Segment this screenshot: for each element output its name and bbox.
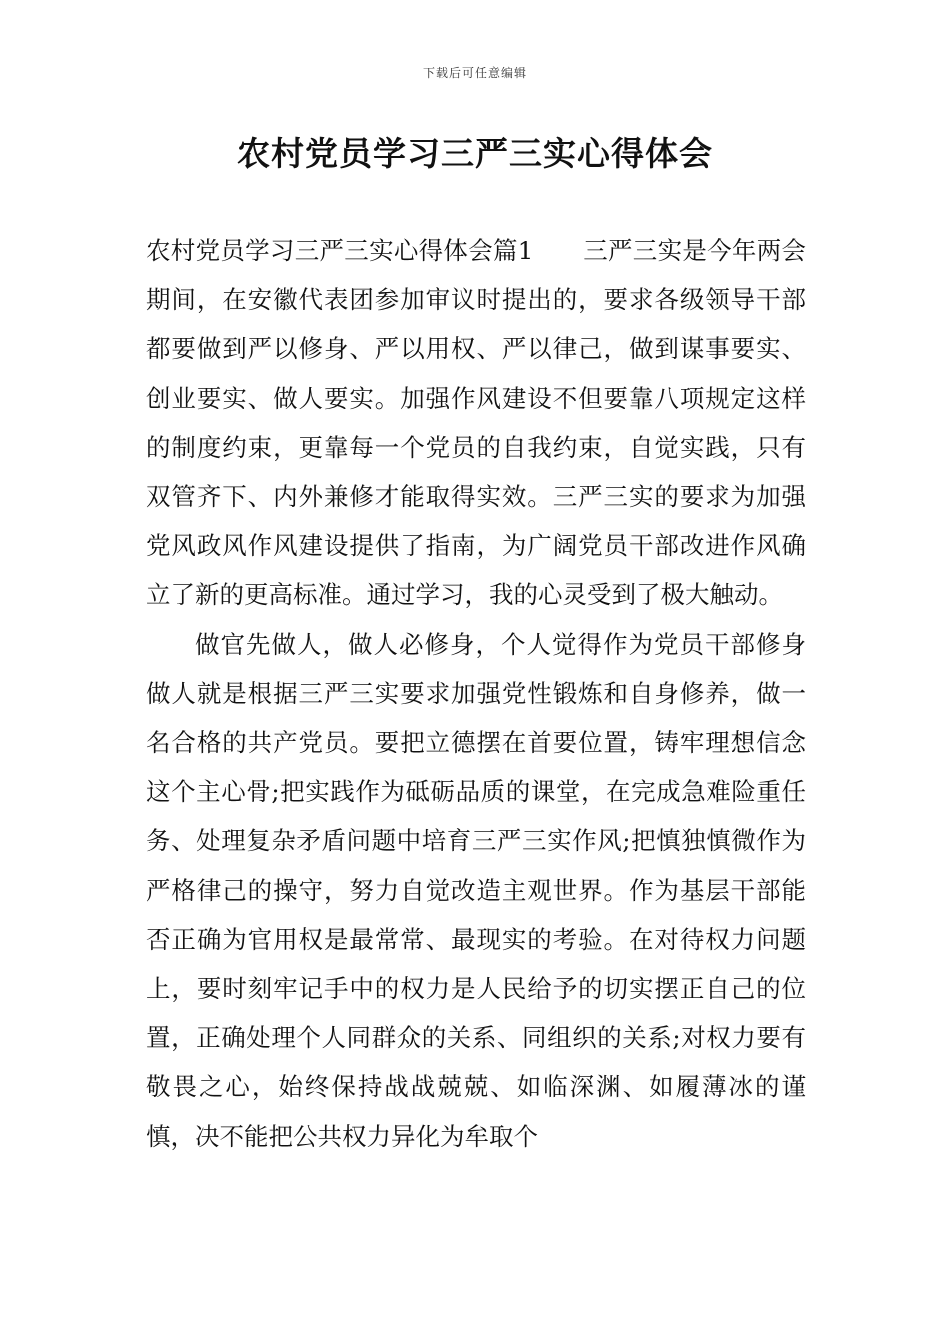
- document-body: [146, 226, 806, 1161]
- document-title: 农村党员学习三严三实心得体会: [237, 134, 713, 173]
- paragraph-1: 农村党员学习三严三实心得体会篇1 三严三实是今年两会期间，在安徽代表团参加审议时提出的，要求各级领导干部都要做到严以修身、严以用权、严以律己，做到谋事要实、创业要实、做人要实。加强作风建设不但要靠八项规定这样的制度约束，更靠每一个党员的自我约束，自觉实践，只有双管齐下、内外兼修才能取得实效。三严三实的要求为加强党风政风作风建设提供了指南，为广阔党员干部改进作风确立了新的更高标准。通过学习，我的心灵受到了极大触动。: [146, 236, 806, 610]
- paragraph-2: 做官先做人，做人必修身，个人觉得作为党员干部修身做人就是根据三严三实要求加强党性锻炼和自身修养，做一名合格的共产党员。要把立德摆在首要位置，铸牢理想信念这个主心骨;把实践作为砥砺品质的课堂，在完成急难险重任务、处理复杂矛盾问题中培育三严三实作风;把慎独慎微作为严格律己的操守，努力自觉改造主观世界。作为基层干部能否正确为官用权是最常常、最现实的考验。在对待权力问题上，要时刻牢记手中的权力是人民给予的切实摆正自己的位置，正确处理个人同群众的关系、同组织的关系;对权力要有敬畏之心，始终保持战战兢兢、如临深渊、如履薄冰的谨慎，决不能把公共权力异化为牟取个: [146, 629, 806, 1151]
- header-note: 下载后可任意编辑: [422, 66, 527, 80]
